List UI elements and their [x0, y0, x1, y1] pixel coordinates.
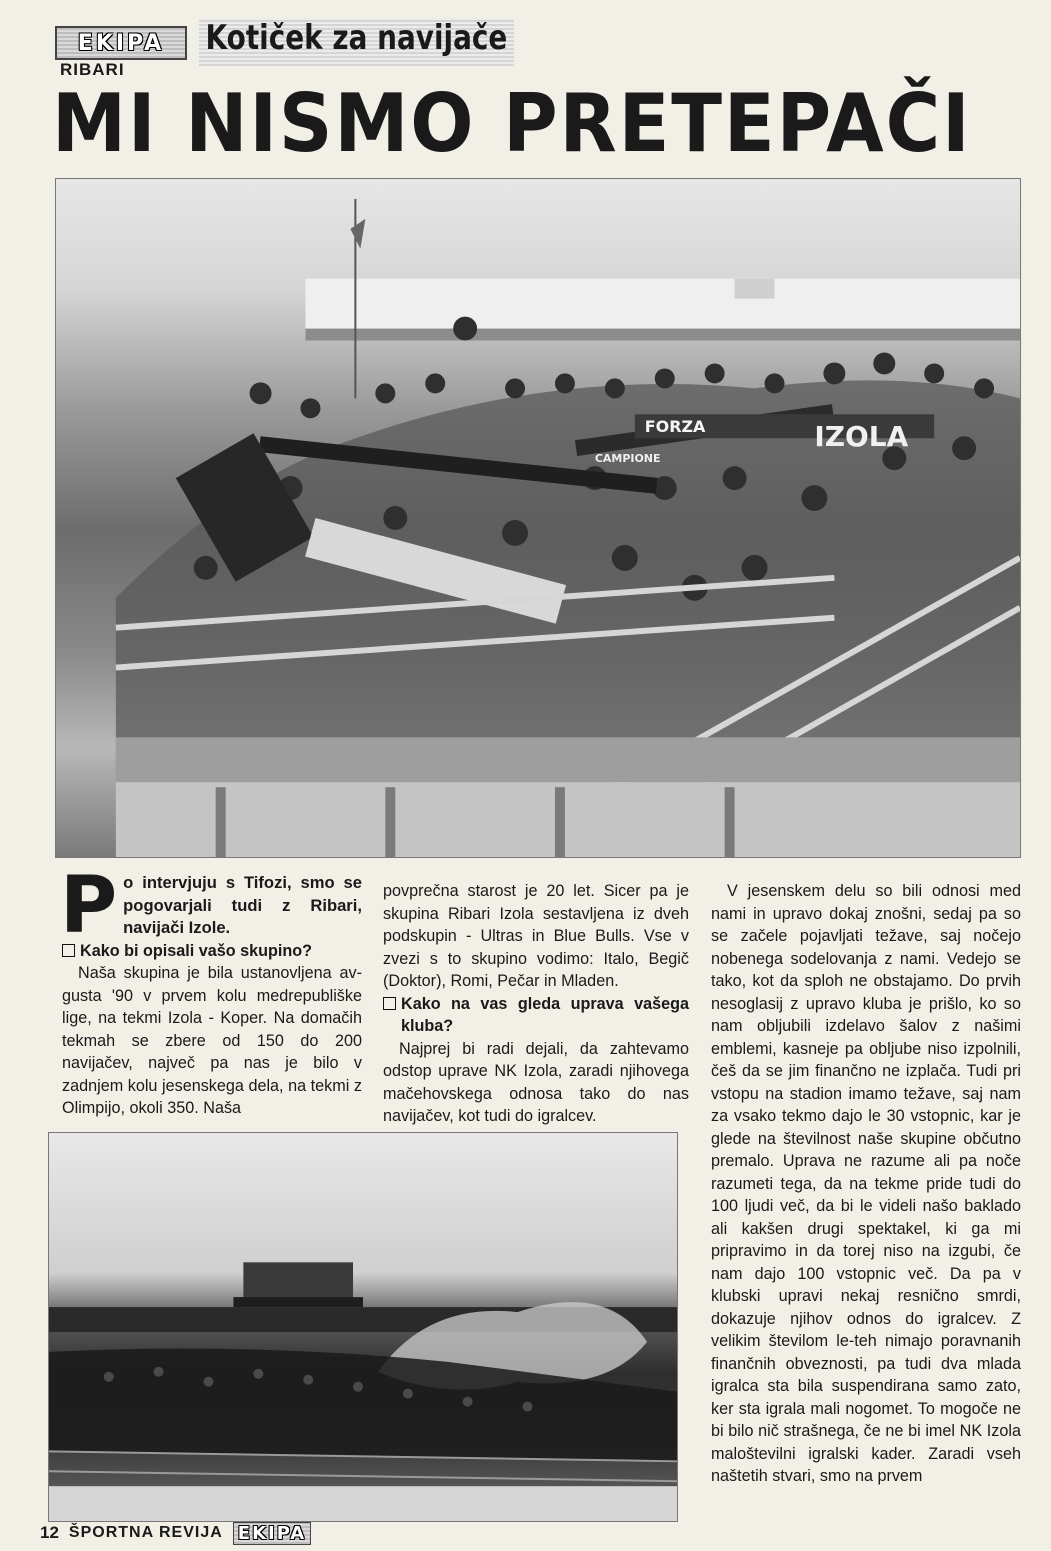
footer-ekipa-logo: EKIPA: [233, 1522, 311, 1545]
question-box-icon: [62, 944, 75, 957]
column-3-text: V jesenskem delu so bili odnosi med nami in upravo dokaj znošni, sedaj pa so se začele pojavljati težave, saj nočejo nobenega sodelovanja z nami. Vedejo se tako, kot da sploh ne obstajamo. Do prvih nesoglasij z upravo kluba je prišlo, ko so nam obljubili izdelavo šalov z našimi emblemi, kasneje pa obljube niso izpolnili, češ da se jim finančno ne izplača. Tudi pri vstopu na stadion imamo težave, saj nam za vsako tekmo dajo le 30 vstopnic, kar je glede na številnost naše skupine občutno premalo. Uprava ne razume ali pa noče razumeti tega, da na tekme pride tudi do 100 ljudi več, da bi le videli našo baklado ali kakšen drugi spektakel, ki ga mi pripravimo in da torej niso na izgubi, če nam dajo 100 vstopnic več. Da pa v klubski upravi nekaj resnično smrdi, dokazuje njihov odnos do igralcev. Z velikim številom le-teh nimajo poravnanih finančnih obveznosti, pa tudi dva mlada igralca sta bila suspendirana samo zato, ker sta igrala mali nogomet. To mogoče ne bi bilo nič strašnega, če ne bi imel NK Izola maloštevilni igralski kader. Zaradi vseh naštetih stvari, smo na prvem: [711, 882, 1021, 1485]
headline: MI NISMO PRETEPAČI: [52, 77, 972, 170]
question-1: [62, 940, 362, 963]
banner-izola: IZOLA: [814, 420, 909, 454]
ekipa-logo: EKIPA: [55, 26, 187, 60]
question-1-text: Kako bi opisali vašo skupino?: [80, 941, 313, 960]
answer-1-continued: povprečna starost je 20 let. Sicer pa je skupina Ribari Izola sestavljena iz dveh podskupin - Ultras in Blue Bulls. Vse v zvezi s to skupino vodimo: Italo, Begič (Doktor), Romi, Pečar in Mladen.: [383, 882, 689, 990]
page-footer: [40, 1520, 311, 1546]
question-2-text: Kako na vas gleda uprava vašega kluba?: [401, 994, 689, 1035]
page-number: 12: [40, 1523, 59, 1542]
page-header: [55, 18, 955, 78]
question-2: [383, 993, 689, 1038]
section-title: Kotiček za navijače: [199, 18, 514, 66]
article-column-3: [711, 880, 1021, 1488]
publication-name: ŠPORTNA REVIJA: [68, 1524, 223, 1541]
banner-campione: CAMPIONE: [594, 452, 661, 466]
stadium-flares-illustration: [49, 1133, 677, 1521]
answer-1: Naša skupina je bila ustanovljena avgusta '90 v prvem kolu medrepubliške lige, na tekmi Izola - Koper. Na domačih tekmah se zbere od 150 do 200 navijačev, največ pa nas je bilo v zadnjem kolu jesenskega dela, na tekmi z Olimpijo, okoli 350. Naša: [62, 964, 362, 1117]
article-column-1: [60, 861, 362, 1120]
fans-stand-illustration: [56, 179, 1020, 857]
intro-text: o intervjuju s Tifozi, smo se pogovarjali tudi z Ribari, navijači Izole.: [123, 873, 362, 937]
stadium-flares-photo: [48, 1132, 678, 1522]
article-column-2: [383, 880, 689, 1128]
answer-2: Najprej bi radi dejali, da zahtevamo odstop uprave NK Izola, zaradi njihovega mačehovskega odnosa tako do nas navijačev, kot tudi do igralcev.: [383, 1039, 689, 1125]
question-box-icon: [383, 997, 396, 1010]
kicker: RIBARI: [60, 60, 125, 79]
dropcap: P: [60, 861, 118, 951]
fans-stand-photo: [55, 178, 1021, 858]
banner-forza: FORZA: [644, 417, 706, 437]
